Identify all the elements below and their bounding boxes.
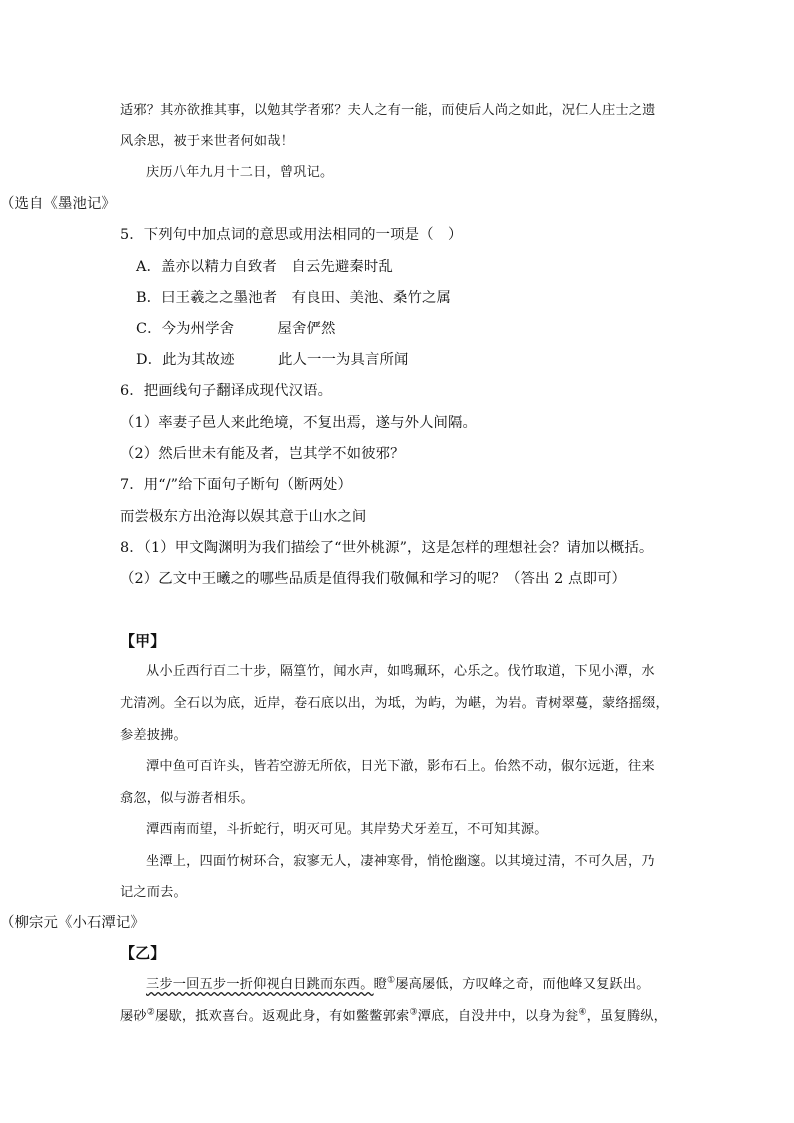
- jia-line: 参差披拂。: [120, 728, 187, 743]
- underlined-sentence: 三步一回五步一折仰视白日跳而东西。: [146, 977, 374, 992]
- question-8-part-2: （2）乙文中王曦之的哪些品质是值得我们敬佩和学习的呢？（答出 2 点即可）: [120, 571, 627, 587]
- passage-line: 风余思，被于来世者何如哉！: [120, 134, 295, 149]
- footnote-marker: ①: [386, 975, 396, 986]
- question-6-item-2: （2）然后世未有能及者，岂其学不如彼邪？: [120, 446, 405, 462]
- passage-line: 适邪？其亦欲推其事，以勉其学者邪？夫人之有一能，而使后人尚之如此，况仁人庄士之遗: [120, 103, 656, 118]
- footnote-marker: ②: [146, 1007, 156, 1018]
- jia-line: 尤清冽。全石以为底，近岸，卷石底以出，为坻，为屿，为嵁，为岩。青树翠蔓，蒙络摇缀，: [120, 696, 669, 711]
- question-7: 7．用“/”给下面句子断句（断两处）: [120, 477, 352, 493]
- question-6-item-1: （1）率妻子邑人来此绝境，不复出焉，遂与外人间隔。: [120, 415, 478, 431]
- section-yi-header: 【乙】: [120, 944, 166, 962]
- question-5-option-d: D．此为其故迹 此人一一为具言所闻: [136, 352, 409, 368]
- question-6: 6．把画线句子翻译成现代汉语。: [120, 383, 333, 399]
- question-5-option-a: A．盖亦以精力自致者 自云先避秦时乱: [136, 259, 393, 275]
- footnote-marker: ③: [409, 1007, 418, 1018]
- jia-source: （柳宗元《小石潭记》: [0, 915, 145, 931]
- jia-line: 从小丘西行百二十步，隔篁竹，闻水声，如鸣珮环，心乐之。伐竹取道，下见小潭，水: [146, 664, 655, 679]
- jia-line: 潭中鱼可百许头，皆若空游无所依，日光下澈，影布石上。佁然不动，俶尔远逝，往来: [146, 759, 655, 774]
- footnote-marker: ④: [578, 1007, 587, 1018]
- yi-line-1: 三步一回五步一折仰视白日跳而东西。瞪①屡高屡低，方叹峰之奇，而他峰又复跃出。: [146, 975, 650, 992]
- question-5-option-c: C．今为州学舍 屋舍俨然: [136, 321, 336, 337]
- question-5: 5．下列句中加点词的意思或用法相同的一项是（ ）: [120, 227, 463, 243]
- passage-source: （选自《墨池记》: [0, 196, 116, 212]
- question-5-option-b: B．曰王羲之之墨池者 有良田、美池、桑竹之属: [136, 290, 451, 306]
- jia-line: 坐潭上，四面竹树环合，寂寥无人，凄神寒骨，悄怆幽邃。以其境过清，不可久居，乃: [146, 854, 655, 869]
- question-8-part-1: 8．（1）甲文陶渊明为我们描绘了“世外桃源”，这是怎样的理想社会？请加以概括。: [120, 540, 654, 556]
- jia-line: 翕忽，似与游者相乐。: [120, 791, 254, 806]
- section-jia-header: 【甲】: [120, 632, 166, 650]
- question-7-text: 而尝极东方出沧海以娱其意于山水之间: [120, 509, 367, 525]
- jia-line: 记之而去。: [120, 885, 187, 900]
- passage-date-line: 庆历八年九月十二日，曾巩记。: [146, 165, 334, 180]
- jia-line: 潭西南而望，斗折蛇行，明灭可见。其岸势犬牙差互，不可知其源。: [146, 822, 548, 837]
- yi-line-2: 屡砂②屡歇，抵欢喜台。返观此身，有如鳖鳖郭索③潭底，自没井中，以身为瓮④，虽复腾纵，: [120, 1007, 667, 1024]
